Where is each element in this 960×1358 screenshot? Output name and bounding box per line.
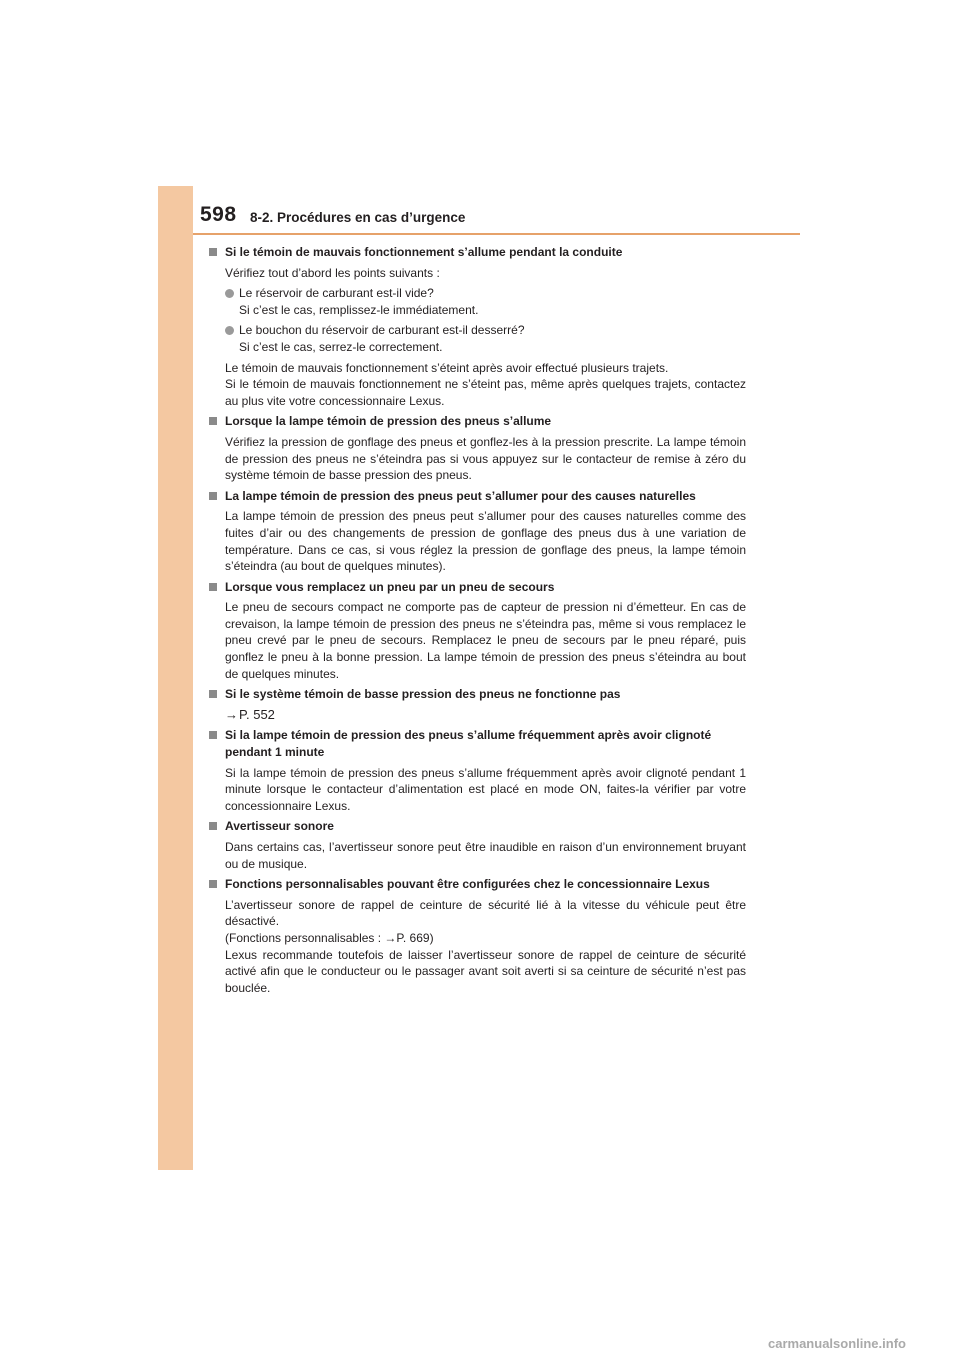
section-body: Dans certains cas, l’avertisseur sonore peut être inaudible en raison d’un environnement bruyant ou de musique.	[225, 840, 746, 871]
section-body: Vérifiez la pression de gonflage des pneus et gonflez-les à la pression prescrite. La lampe témoin de pression des pneus ne s’éteindra pas si vous appuyez sur le contacteur de remise à zéro du système témoin de basse pression des pneus.	[225, 434, 746, 483]
section-system-not-working	[208, 686, 746, 723]
section-heading: Si le témoin de mauvais fonctionnement s’allume pendant la conduite	[208, 244, 746, 261]
section-body: L’avertisseur sonore de rappel de ceinture de sécurité lié à la vitesse du véhicule peut être désactivé. (Fonctions personnalisables : →P. 669) Lexus recommande toutefois de laisser l’avertisseur sonore de rappel de ceinture de sécurité activé afin que le conducteur ou le passager avant soit averti si sa ceinture de sécurité n’est pas bouclée.	[225, 897, 746, 995]
round-bullet-icon	[225, 289, 234, 298]
section-malfunction-indicator	[208, 244, 746, 409]
page-header	[200, 203, 800, 233]
section-heading: La lampe témoin de pression des pneus peut s’allumer pour des causes naturelles	[208, 488, 746, 505]
watermark: carmanualsonline.info	[768, 1336, 906, 1351]
section-heading: Lorsque vous remplacez un pneu par un pneu de secours	[208, 579, 746, 596]
section-heading: Avertisseur sonore	[208, 818, 746, 835]
round-bullet-icon	[225, 326, 234, 335]
page-content	[208, 244, 746, 1000]
section-body: Si la lampe témoin de pression des pneus s’allume fréquemment après avoir clignoté pendant 1 minute lorsque le contacteur d’alimentation est placé en mode ON, faites-la vérifier par votre concessionnaire Lexus.	[225, 765, 746, 813]
list-item: Le bouchon du réservoir de carburant est-il desserré? Si c’est le cas, serrez-le correctement.	[208, 322, 746, 355]
page-reference[interactable]: →P. 552	[225, 706, 275, 722]
section-customizable-features	[208, 876, 746, 996]
square-bullet-icon	[209, 248, 217, 256]
section-title: 8-2. Procédures en cas d’urgence	[250, 210, 466, 225]
section-intro: Vérifiez tout d’abord les points suivants :	[225, 265, 440, 280]
square-bullet-icon	[209, 417, 217, 425]
arrow-right-icon: →	[225, 706, 238, 722]
header-rule	[193, 233, 800, 235]
section-heading: Si la lampe témoin de pression des pneus s’allume fréquemment après avoir clignoté pendant 1 minute	[208, 727, 746, 760]
square-bullet-icon	[209, 583, 217, 591]
section-heading: Lorsque la lampe témoin de pression des pneus s’allume	[208, 413, 746, 430]
section-body: Le témoin de mauvais fonctionnement s’éteint après avoir effectué plusieurs trajets. Si le témoin de mauvais fonctionnement ne s’éteint pas, même après quelques trajets, contactez au plus vite votre concessionnaire Lexus.	[225, 360, 746, 408]
section-body: La lampe témoin de pression des pneus peut s’allumer pour des causes naturelles comme des fuites d’air ou des changements de pression de gonflage des pneus dus à une variation de température. Dans ce cas, si vous réglez la pression de gonflage des pneus, la lampe témoin s’éteindra (au bout de quelques minutes).	[225, 509, 746, 574]
section-heading: Fonctions personnalisables pouvant être configurées chez le concessionnaire Lexus	[208, 876, 746, 893]
section-buzzer	[208, 818, 746, 872]
square-bullet-icon	[209, 690, 217, 698]
section-natural-causes	[208, 488, 746, 575]
square-bullet-icon	[209, 880, 217, 888]
square-bullet-icon	[209, 731, 217, 739]
arrow-right-icon: →	[384, 930, 397, 945]
section-tire-pressure-light-on	[208, 413, 746, 483]
section-body: Le pneu de secours compact ne comporte pas de capteur de pression ni d’émetteur. En cas de crevaison, la lampe témoin de pression des pneus ne s’éteindra pas, même si vous remplacez le pneu crevé par le pneu de secours. Remplacez le pneu de secours par le pneu réparé, puis gonflez le pneu à la bonne pression. La lampe témoin de pression des pneus s’éteindra au bout de quelques minutes.	[225, 600, 746, 681]
chapter-side-band	[158, 186, 193, 1170]
section-frequent-light	[208, 727, 746, 814]
section-spare-tire	[208, 579, 746, 683]
square-bullet-icon	[209, 492, 217, 500]
square-bullet-icon	[209, 822, 217, 830]
page-reference[interactable]: (Fonctions personnalisables : →P. 669)	[225, 930, 434, 945]
page-number: 598	[200, 203, 237, 226]
list-item: Le réservoir de carburant est-il vide? Si c’est le cas, remplissez-le immédiatement.	[208, 285, 746, 318]
section-heading: Si le système témoin de basse pression des pneus ne fonctionne pas	[208, 686, 746, 703]
